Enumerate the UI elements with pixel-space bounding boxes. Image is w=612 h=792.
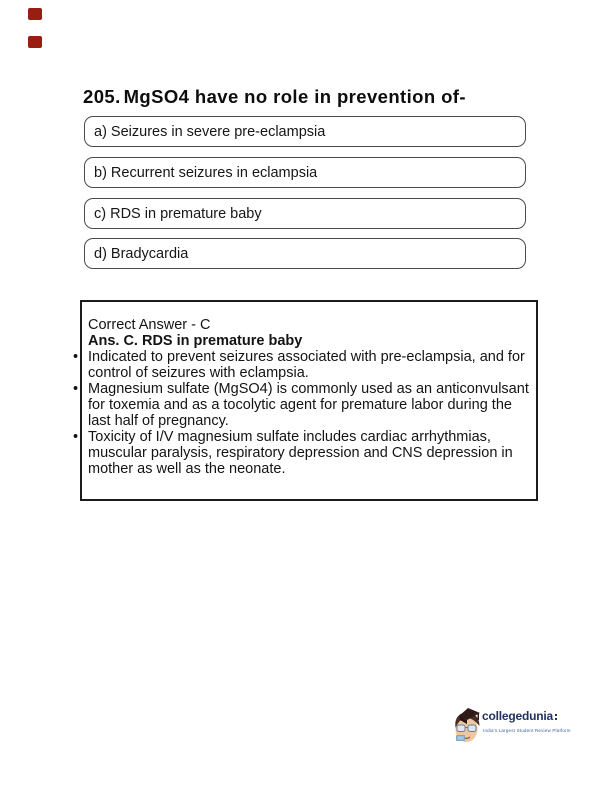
question-number: 205.: [83, 86, 121, 107]
collegedunia-logo: [453, 703, 571, 745]
answer-bullet-item: [73, 381, 536, 429]
red-annotation-mark-2: [28, 36, 42, 48]
answer-explanation-box: [73, 300, 538, 501]
option-c[interactable]: [84, 198, 526, 229]
bullet-icon: •: [73, 381, 79, 397]
option-a[interactable]: [84, 116, 526, 147]
answer-heading: Ans. C. RDS in premature baby: [88, 333, 303, 349]
bullet-text: Magnesium sulfate (MgSO4) is commonly used as an anticonvulsant for toxemia and as a tocolytic agent for premature labor during the last half of pregnancy.: [88, 381, 529, 429]
answer-bullet-item: [73, 349, 536, 381]
option-label: d) Bradycardia: [94, 245, 189, 262]
option-d[interactable]: [84, 238, 526, 269]
option-label: b) Recurrent seizures in eclampsia: [94, 164, 318, 181]
bullet-icon: •: [73, 429, 79, 445]
red-annotation-mark-1: [28, 8, 42, 20]
option-label: c) RDS in premature baby: [94, 205, 262, 222]
option-b[interactable]: [84, 157, 526, 188]
logo-colon-mark-icon: [555, 712, 558, 722]
logo-tagline: India's Largest Student Review Platform: [483, 728, 571, 733]
bullet-text: Indicated to prevent seizures associated with pre-eclampsia, and for control of seizures with eclampsia.: [88, 349, 525, 381]
logo-brand-text: collegedunia: [482, 709, 558, 723]
bullet-text: Toxicity of I/V magnesium sulfate includes cardiac arrhythmias, muscular paralysis, respiratory depression and CNS depression in mother as well as the neonate.: [88, 429, 513, 477]
question-text: MgSO4 have no role in prevention of-: [123, 86, 466, 107]
collegedunia-mascot-icon: [453, 706, 482, 749]
option-label: a) Seizures in severe pre-eclampsia: [94, 123, 326, 140]
correct-answer-line: Correct Answer - C: [88, 317, 211, 333]
question-title: [83, 86, 466, 108]
bullet-icon: •: [73, 349, 79, 365]
answer-bullet-item: [73, 429, 536, 477]
